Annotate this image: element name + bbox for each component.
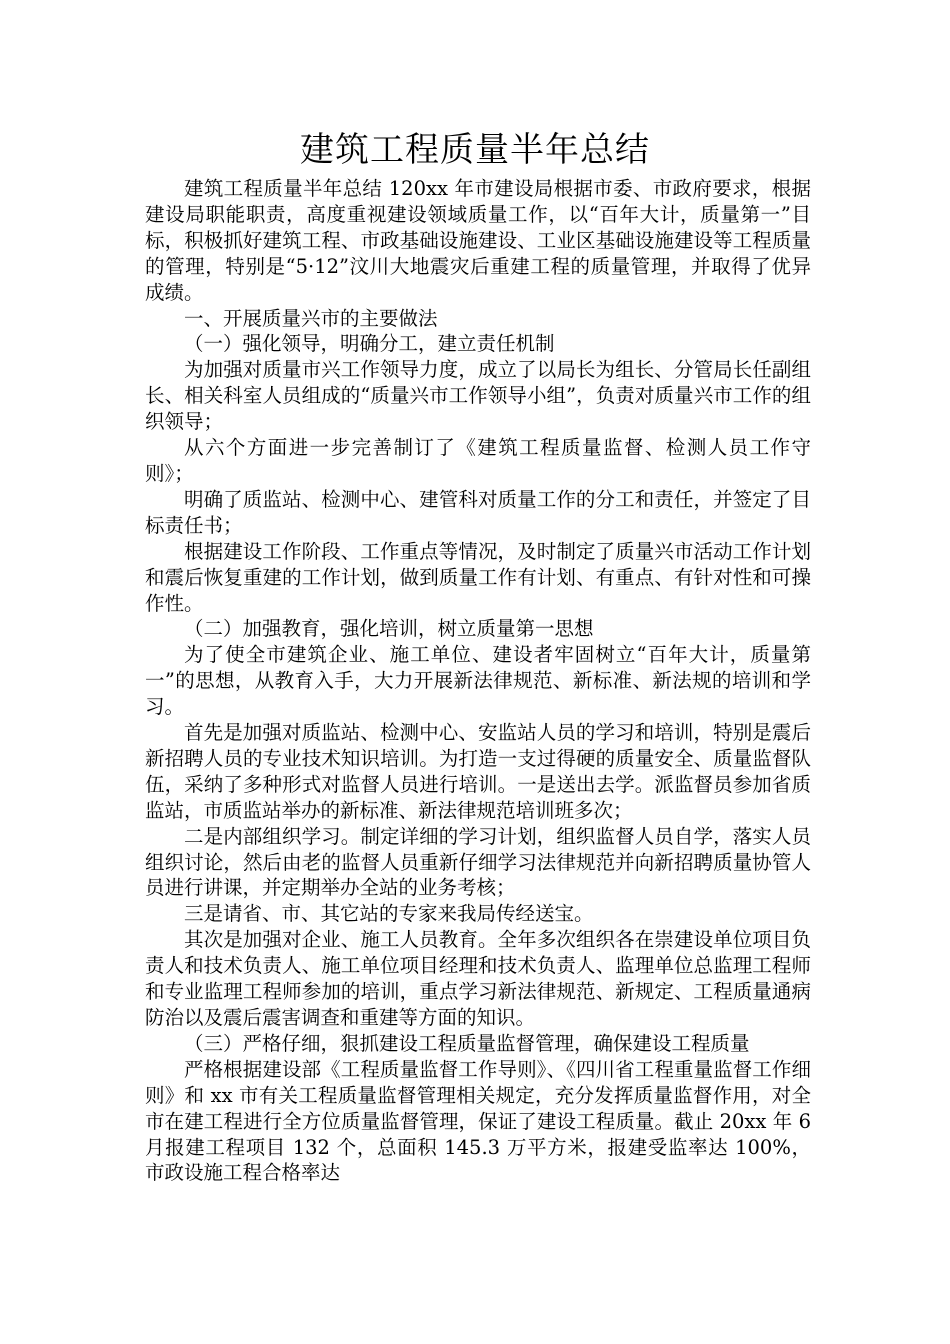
paragraph: 根据建设工作阶段、工作重点等情况，及时制定了质量兴市活动工作计划和震后恢复重建的工作计划，做到质量工作有计划、有重点、有针对性和可操作性。 — [145, 539, 811, 615]
paragraph: 首先是加强对质监站、检测中心、安监站人员的学习和培训，特别是震后新招聘人员的专业技术知识培训。为打造一支过得硬的质量安全、质量监督队伍，采纳了多种形式对监督人员进行培训。一是送出去学。派监督员参加省质监站，市质监站举办的新标准、新法律规范培训班多次； — [145, 721, 811, 822]
paragraph-intro: 建筑工程质量半年总结 120xx 年市建设局根据市委、市政府要求，根据建设局职能职责，高度重视建设领域质量工作，以“百年大计，质量第一”目标，积极抓好建筑工程、市政基础设施建设、工业区基础设施建设等工程质量的管理，特别是“5·12”汶川大地震灾后重建工程的质量管理，并取得了优异成绩。 — [145, 177, 811, 304]
heading-section-1: 一、开展质量兴市的主要做法 — [184, 306, 438, 330]
paragraph: 明确了质监站、检测中心、建管科对质量工作的分工和责任，并签定了目标责任书； — [145, 487, 811, 537]
document-body — [145, 176, 811, 1186]
document-title: 建筑工程质量半年总结 — [300, 130, 650, 170]
heading-subsection-2: （二）加强教育，强化培训，树立质量第一思想 — [184, 617, 594, 641]
paragraph: 三是请省、市、其它站的专家来我局传经送宝。 — [184, 902, 594, 926]
paragraph: 严格根据建设部《工程质量监督工作导则》、《四川省工程重量监督工作细则》和 xx 市有关工程质量监督管理相关规定，充分发挥质量监督作用，对全市在建工程进行全方位质量监督管理，保证了建设工程质量。截止 20xx 年 6 月报建工程项目 132 个，总面积 145.3 万平方米，报建受监率达 100%，市政设施工程合格率达 — [145, 1057, 811, 1185]
paragraph: 二是内部组织学习。制定详细的学习计划，组织监督人员自学，落实人员组织讨论，然后由老的监督人员重新仔细学习法律规范并向新招聘质量协管人员进行讲课，并定期举办全站的业务考核； — [145, 824, 811, 900]
paragraph: 为加强对质量市兴工作领导力度，成立了以局长为组长、分管局长任副组长、相关科室人员组成的“质量兴市工作领导小组”，负责对质量兴市工作的组织领导； — [145, 358, 811, 434]
paragraph: 从六个方面进一步完善制订了《建筑工程质量监督、检测人员工作守则》； — [145, 436, 811, 485]
paragraph: 其次是加强对企业、施工人员教育。全年多次组织各在崇建设单位项目负责人和技术负责人、施工单位项目经理和技术负责人、监理单位总监理工程师和专业监理工程师参加的培训，重点学习新法律规范、新规定、工程质量通病防治以及震后震害调查和重建等方面的知识。 — [145, 928, 811, 1029]
heading-subsection-1: （一）强化领导，明确分工，建立责任机制 — [184, 332, 555, 356]
heading-subsection-3: （三）严格仔细，狠抓建设工程质量监督管理，确保建设工程质量 — [184, 1031, 750, 1055]
paragraph: 为了使全市建筑企业、施工单位、建设者牢固树立“百年大计，质量第一”的思想，从教育入手，大力开展新法律规范、新标准、新法规的培训和学习。 — [145, 643, 811, 719]
